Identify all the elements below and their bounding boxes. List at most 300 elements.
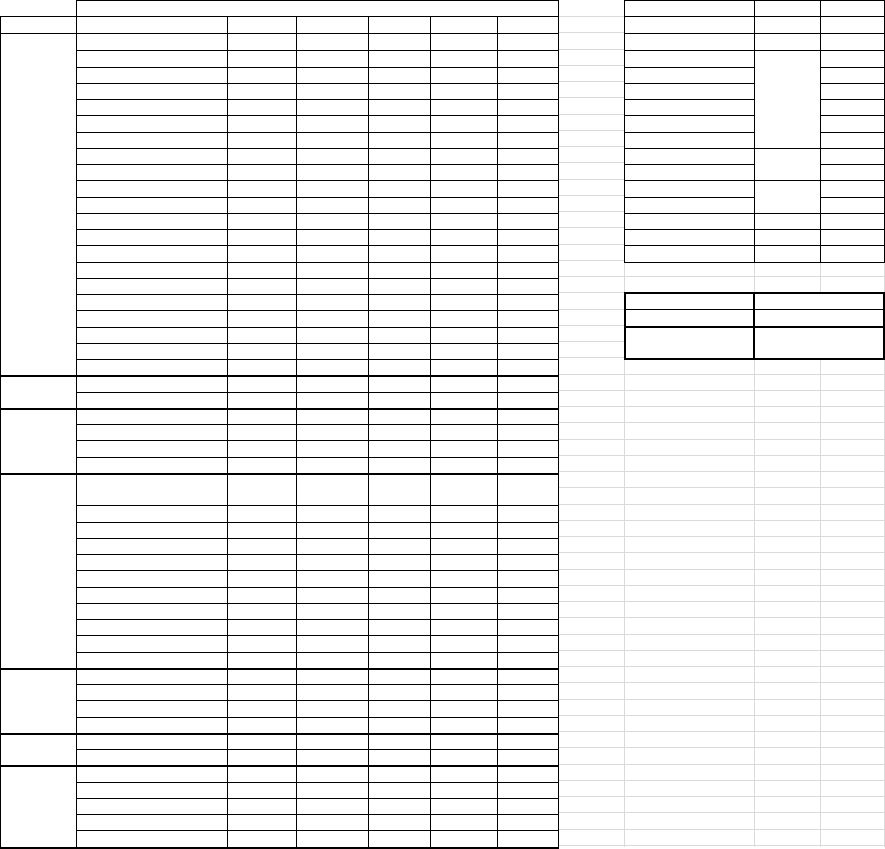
column-header [369, 17, 430, 33]
currency-symbol [369, 115, 383, 131]
brand-cell [228, 782, 295, 798]
quantity [431, 749, 496, 765]
tool-brand-cell [755, 34, 819, 50]
quantity [431, 668, 496, 684]
currency-symbol [369, 798, 383, 814]
tool-cost [834, 83, 883, 99]
brand-cell [228, 294, 295, 359]
column-header [821, 17, 884, 33]
price [382, 814, 429, 830]
price [382, 50, 429, 66]
quantity [431, 554, 496, 570]
currency-symbol [369, 229, 383, 245]
tool-name [625, 83, 753, 99]
part-number [297, 717, 367, 733]
price [382, 619, 429, 635]
tool-name [625, 34, 753, 50]
border-line [0, 33, 559, 34]
currency-symbol [498, 635, 512, 651]
currency-symbol [498, 213, 512, 229]
tool-cost [834, 229, 883, 245]
border-line [0, 473, 559, 475]
quantity [431, 700, 496, 716]
border-line [368, 16, 369, 848]
assembly-cell [1, 473, 75, 668]
total-cost [511, 359, 557, 375]
currency-symbol [498, 440, 512, 456]
quantity [431, 765, 496, 781]
currency-symbol [369, 505, 383, 521]
total-cost [511, 457, 557, 473]
total-cost [511, 34, 557, 50]
total-cost [511, 587, 557, 603]
tool-name [625, 229, 753, 245]
price [382, 473, 429, 506]
price [382, 392, 429, 408]
brand-cell [228, 603, 295, 636]
currency-symbol [369, 538, 383, 554]
total-cost [511, 424, 557, 440]
currency-symbol [369, 749, 383, 765]
part-name [77, 717, 226, 733]
part-name [77, 522, 226, 538]
price [382, 180, 429, 196]
tool-cost [834, 164, 883, 180]
quantity [431, 717, 496, 733]
currency-symbol [369, 733, 383, 749]
quantity [431, 457, 496, 473]
part-number [297, 294, 367, 310]
tool-cost [834, 148, 883, 164]
brand-cell [228, 765, 295, 781]
currency-symbol [821, 229, 835, 245]
tool-name [625, 99, 753, 115]
part-name [77, 50, 226, 66]
currency-symbol [498, 554, 512, 570]
brand-cell [228, 440, 295, 456]
currency-symbol [369, 554, 383, 570]
currency-symbol [369, 522, 383, 538]
tool-name [625, 115, 753, 131]
brand-cell [228, 457, 295, 473]
currency-symbol [498, 148, 512, 164]
tool-cost [834, 132, 883, 148]
currency-symbol [498, 668, 512, 684]
border-line [296, 16, 297, 848]
currency-symbol [369, 830, 383, 846]
currency-symbol [498, 619, 512, 635]
quantity [431, 782, 496, 798]
tool-cost [834, 99, 883, 115]
currency-symbol [498, 34, 512, 50]
currency-symbol [369, 34, 383, 50]
assembly-cell [1, 733, 75, 766]
tool-cost [834, 197, 883, 213]
border-line [754, 0, 755, 263]
total-label [625, 292, 753, 309]
part-number [297, 700, 367, 716]
currency-symbol [498, 245, 512, 261]
currency-symbol [369, 424, 383, 440]
brand-cell [228, 538, 295, 603]
currency-symbol [369, 83, 383, 99]
quantity [431, 34, 496, 50]
part-number [297, 798, 367, 814]
currency-symbol [369, 50, 383, 66]
part-number [297, 749, 367, 765]
part-number [297, 457, 367, 473]
total-cost [511, 180, 557, 196]
tool-brand-cell [755, 180, 819, 213]
price [382, 278, 429, 294]
part-number [297, 635, 367, 651]
total-cost [511, 798, 557, 814]
part-name [77, 473, 226, 506]
border-line [0, 375, 559, 377]
price [382, 245, 429, 261]
part-name [77, 83, 226, 99]
total-cost [511, 99, 557, 115]
assembly-cell [1, 668, 75, 733]
currency-symbol [498, 408, 512, 424]
currency-symbol [369, 408, 383, 424]
currency-symbol [758, 292, 772, 309]
part-number [297, 278, 367, 294]
brand-cell [228, 749, 295, 765]
currency-symbol [369, 343, 383, 359]
part-number [297, 229, 367, 245]
tool-cost [834, 213, 883, 229]
part-number [297, 440, 367, 456]
currency-symbol [369, 765, 383, 781]
quantity [431, 505, 496, 521]
part-number [297, 245, 367, 261]
total-cost [511, 245, 557, 261]
part-number [297, 505, 367, 521]
border-line [820, 0, 821, 263]
price [382, 294, 429, 310]
part-number [297, 213, 367, 229]
currency-symbol [498, 473, 512, 506]
price [382, 148, 429, 164]
currency-symbol [498, 392, 512, 408]
part-name [77, 635, 226, 651]
currency-symbol [369, 310, 383, 326]
quantity [431, 814, 496, 830]
currency-symbol [369, 473, 383, 506]
currency-symbol [369, 392, 383, 408]
powertrain-title [76, 0, 558, 16]
part-number [297, 587, 367, 603]
tool-name [625, 180, 753, 196]
total-cost [511, 700, 557, 716]
border-line [624, 292, 626, 359]
total-cost [511, 603, 557, 619]
total-cost [511, 684, 557, 700]
currency-symbol [369, 278, 383, 294]
part-number [297, 408, 367, 424]
part-name [77, 34, 226, 50]
total-cost [506, 652, 518, 668]
total-cost [511, 294, 557, 310]
border-line [753, 292, 755, 359]
part-name [77, 830, 226, 846]
quantity [431, 278, 496, 294]
part-number [297, 522, 367, 538]
part-name [77, 424, 226, 440]
currency-symbol [498, 262, 512, 278]
currency-symbol [369, 717, 383, 733]
price [382, 505, 429, 521]
part-number [297, 375, 367, 391]
currency-symbol [498, 798, 512, 814]
price [382, 99, 429, 115]
quantity [431, 440, 496, 456]
total-label [625, 309, 753, 326]
price [382, 635, 429, 651]
currency-symbol [498, 375, 512, 391]
part-name [77, 814, 226, 830]
part-number [297, 733, 367, 749]
part-name [77, 554, 226, 570]
quantity [431, 798, 496, 814]
column-header [431, 17, 497, 33]
total-cost [511, 668, 557, 684]
part-name [77, 132, 226, 148]
currency-symbol [369, 375, 383, 391]
part-name [77, 99, 226, 115]
currency-symbol [498, 83, 512, 99]
currency-symbol [369, 262, 383, 278]
price [382, 262, 429, 278]
part-number [297, 99, 367, 115]
currency-symbol [369, 164, 383, 180]
brand-cell [228, 115, 295, 180]
brand-cell [228, 408, 295, 441]
price [382, 733, 429, 749]
currency-symbol [498, 132, 512, 148]
border-line [76, 0, 77, 848]
currency-symbol [821, 148, 835, 164]
border-line [0, 408, 559, 410]
tool-name [625, 132, 753, 148]
total-cost [511, 635, 557, 651]
assembly-cell [1, 765, 75, 846]
total-cost [511, 830, 557, 846]
part-name [77, 668, 226, 684]
currency-symbol [369, 668, 383, 684]
brand-cell [228, 522, 295, 538]
tool-name [625, 197, 753, 213]
part-name [77, 310, 226, 326]
tool-name [625, 67, 753, 83]
part-number [297, 83, 367, 99]
part-name [77, 197, 226, 213]
tool-cost [834, 50, 883, 66]
border-line [497, 16, 498, 848]
total-cost [511, 505, 557, 521]
currency-symbol [369, 700, 383, 716]
total-cost [511, 310, 557, 326]
currency-symbol [498, 830, 512, 846]
part-name [77, 587, 226, 603]
quantity [431, 635, 496, 651]
border-line [0, 733, 559, 735]
currency-symbol [821, 164, 835, 180]
currency-symbol [498, 700, 512, 716]
currency-symbol [498, 50, 512, 66]
total-cost [506, 782, 518, 798]
quantity [431, 684, 496, 700]
part-number [297, 262, 367, 278]
currency-symbol [498, 424, 512, 440]
currency-symbol [821, 132, 835, 148]
border-line [624, 262, 755, 263]
quantity [431, 197, 496, 213]
brand-cell [228, 262, 295, 295]
quantity [431, 424, 496, 440]
tool-cost [834, 67, 883, 83]
part-name [77, 684, 226, 700]
quantity [431, 375, 496, 391]
border-line [0, 765, 559, 767]
quantity [431, 392, 496, 408]
tool-brand-cell [755, 229, 819, 245]
currency-symbol [498, 538, 512, 554]
total-cost [511, 814, 557, 830]
part-name [77, 180, 226, 196]
total-cost [511, 733, 557, 749]
total-cost [511, 765, 557, 781]
price [382, 457, 429, 473]
total-cost [511, 375, 557, 391]
total-cost [511, 717, 557, 733]
currency-symbol [498, 115, 512, 131]
quantity [431, 310, 496, 326]
part-number [297, 392, 367, 408]
part-name [77, 375, 226, 391]
price [382, 538, 429, 554]
part-name [77, 733, 226, 749]
total-cost [511, 749, 557, 765]
currency-symbol [369, 570, 383, 586]
price [382, 375, 429, 391]
part-number [297, 782, 367, 798]
part-number [297, 180, 367, 196]
currency-symbol [498, 717, 512, 733]
part-number [297, 67, 367, 83]
total-cost [511, 115, 557, 131]
total-cost [511, 392, 557, 408]
total-cost [511, 327, 557, 343]
part-number [297, 50, 367, 66]
currency-symbol [498, 587, 512, 603]
border-line [430, 16, 431, 848]
part-name [77, 392, 226, 408]
currency-symbol [498, 522, 512, 538]
border-line [0, 16, 1, 848]
part-number [297, 197, 367, 213]
price [382, 132, 429, 148]
currency-symbol [498, 603, 512, 619]
border-line [558, 0, 559, 848]
part-name [77, 700, 226, 716]
total-cost [511, 197, 557, 213]
currency-symbol [498, 457, 512, 473]
quantity [431, 359, 496, 375]
currency-symbol [498, 197, 512, 213]
total-cost [511, 408, 557, 424]
currency-symbol [369, 148, 383, 164]
part-number [297, 132, 367, 148]
currency-symbol [498, 164, 512, 180]
part-name [77, 115, 226, 131]
price [382, 67, 429, 83]
tool-name [625, 50, 753, 66]
total-label [625, 326, 753, 358]
currency-symbol [498, 749, 512, 765]
part-number [297, 424, 367, 440]
currency-symbol [821, 245, 835, 261]
currency-symbol [498, 310, 512, 326]
currency-symbol [821, 180, 835, 196]
border-line [76, 0, 559, 1]
part-name [77, 538, 226, 554]
total-cost [511, 83, 557, 99]
quantity [431, 343, 496, 359]
brand-cell [228, 684, 295, 733]
price [382, 668, 429, 684]
border-line [624, 0, 625, 263]
total-cost [511, 522, 557, 538]
currency-symbol [821, 83, 835, 99]
part-name [77, 749, 226, 765]
total-cost [511, 473, 557, 506]
part-number [297, 343, 367, 359]
price [382, 213, 429, 229]
brand-cell [228, 99, 295, 115]
price [382, 798, 429, 814]
total-value [772, 292, 884, 309]
quantity [431, 294, 496, 310]
brand-cell [228, 814, 295, 830]
part-name [77, 782, 226, 798]
price [382, 83, 429, 99]
price [382, 717, 429, 733]
price [382, 570, 429, 586]
part-number [297, 570, 367, 586]
quantity [431, 652, 496, 668]
currency-symbol [369, 213, 383, 229]
column-header [297, 17, 368, 33]
total-cost [511, 440, 557, 456]
total-cost [511, 278, 557, 294]
currency-symbol [369, 359, 383, 375]
part-number [297, 830, 367, 846]
price [382, 310, 429, 326]
part-name [77, 408, 226, 424]
currency-symbol [369, 99, 383, 115]
currency-symbol [821, 115, 835, 131]
border-line [0, 16, 559, 17]
column-header [228, 17, 296, 33]
border-line [0, 668, 559, 670]
column-header [755, 17, 820, 33]
price [382, 522, 429, 538]
currency-symbol [369, 684, 383, 700]
quantity [431, 587, 496, 603]
price [382, 700, 429, 716]
